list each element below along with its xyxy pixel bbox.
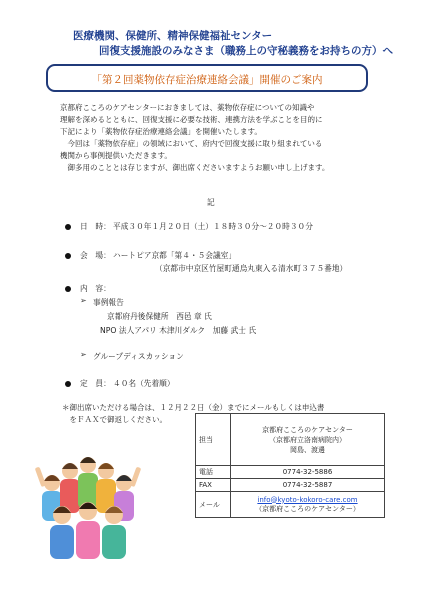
contact-org: 京都府こころのケアセンター [262,425,353,434]
presenter-1: 京都府丹後保健所 西邑 章 氏 [107,312,212,321]
contact-org-sub: （京都府立洛南病院内） [269,435,346,444]
fax-label: FAX [196,479,231,492]
header-line-2: 回復支援施設のみなさま（職務上の守秘義務をお持ちの方）へ [99,45,393,57]
bullet-icon [65,286,71,292]
mail-org: （京都府こころのケアセンター） [255,504,360,513]
email-link[interactable]: info@kyoto-kokoro-care.com [257,495,358,504]
mail-label: メール [196,492,231,518]
ki-marker: 記 [207,198,215,207]
contact-names: 岡島、渡邊 [290,445,325,454]
mail-cell [231,492,385,518]
venue-address: （京都市中京区竹屋町通烏丸東入る清水町３７５番地） [155,264,348,273]
group-discussion-label: グループディスカッション [93,352,184,361]
bullet-icon [65,381,71,387]
intro-line: 御多用のこととは存じますが、御出席くださいますようお願い申し上げます。 [60,163,330,172]
intro-line: 下記により「薬物依存症治療連絡会議」を開催いたします。 [60,127,262,136]
header-line-1: 医療機関、保健所、精神保健福祉センター [73,30,273,42]
arrow-icon: ➢ [80,350,87,359]
phone-label: 電話 [196,466,231,479]
venue-label: 会 場： [80,251,111,260]
case-report-label: 事例報告 [93,298,124,307]
datetime-label: 日 時： [80,222,111,231]
datetime-value: 平成３０年１月２０日（土）１８時３０分～２０時３０分 [113,222,313,231]
notice-line: をＦＡＸで御返しください。 [62,415,167,424]
capacity-label: 定 員： [80,379,111,388]
notice-line: ＊御出席いただける場合は、１２月２２日（金）までにメールもしくは申込書 [62,403,325,412]
capacity-value: ４０名（先着順） [113,379,175,388]
intro-paragraph [60,102,329,174]
arrow-icon: ➢ [80,296,87,305]
phone-value: 0774-32-5886 [231,466,385,479]
content-label: 内 容： [80,284,111,293]
bullet-icon [65,224,71,230]
bullet-icon [65,253,71,259]
contact-person-cell [231,414,385,466]
intro-line: 京都府こころのケアセンターにおきましては、薬物依存症についての知識や [60,103,315,112]
title-box [46,64,368,92]
fax-value: 0774-32-5887 [231,479,385,492]
intro-line: 今回は「薬物依存症」の領域において、府内で回復支援に取り組まれている [60,139,323,148]
presenter-2: NPO 法人アパリ 木津川ダルク 加藤 武士 氏 [100,326,257,335]
intro-line: 理解を深めるとともに、回復支援に必要な技術、連携方法を学ぶことを目的に [60,115,323,124]
page-title: 「第２回薬物依存症治療連絡会議」開催のご案内 [91,74,323,86]
venue-value: ハートピア京都「第４・５会議室」 [113,251,237,260]
contact-table [195,413,385,518]
contact-person-label: 担当 [196,414,231,466]
intro-line: 機関から事例提供いただきます。 [60,151,172,160]
people-illustration [28,453,148,563]
